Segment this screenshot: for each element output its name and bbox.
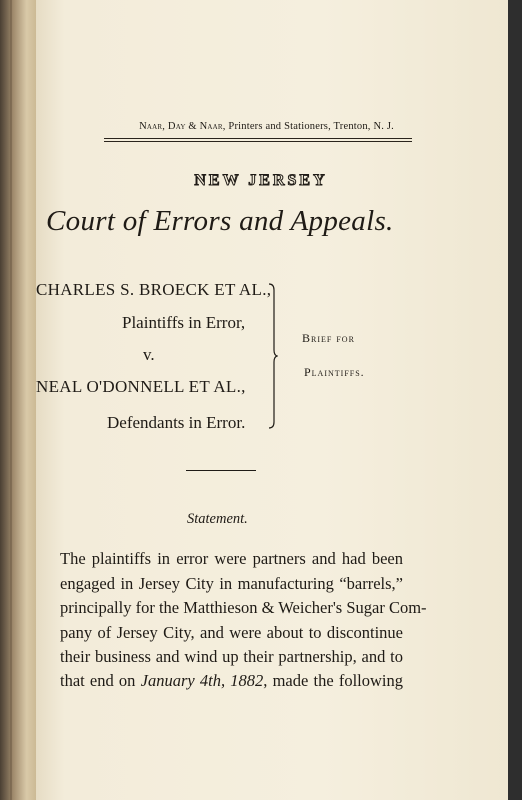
statement-line: engaged in Jersey City in manufacturing “barrels,” (60, 574, 403, 593)
statement-line: pany of Jersey City, and were about to discontinue (60, 623, 403, 642)
printer-details: Printers and Stationers, Trenton, N. J. (228, 121, 394, 132)
versus-label: v. (143, 345, 155, 364)
printer-imprint (139, 121, 394, 132)
left-page-edge (0, 0, 38, 800)
header-rule-bottom (104, 141, 412, 142)
statement-line: principally for the Matthieson & Weicher's Sugar Com- (60, 598, 427, 617)
statement-text: , made the following (263, 671, 403, 690)
statement-line: their business and wind up their partnership, and to (60, 647, 403, 666)
brief-label-line1: Brief for (302, 331, 355, 345)
plaintiff-party: CHARLES S. BROECK ET AL., (36, 280, 272, 299)
page-gutter (10, 0, 12, 800)
statement-heading: Statement. (187, 511, 248, 527)
brief-label-line2: Plaintiffs. (304, 365, 365, 379)
caption-brace (268, 282, 278, 430)
state-heading: NEW JERSEY (194, 172, 328, 189)
court-heading: Court of Errors and Appeals. (46, 205, 394, 237)
header-rule-top (104, 138, 412, 139)
statement-line: The plaintiffs in error were partners and had been (60, 549, 403, 568)
right-margin-shadow (508, 0, 522, 800)
statement-last-line (60, 671, 403, 691)
statement-text: that end on (60, 671, 141, 690)
printer-name: Naar, Day & Naar, (139, 121, 226, 132)
section-divider (186, 470, 256, 471)
defendant-role: Defendants in Error. (107, 413, 246, 432)
defendant-party: NEAL O'DONNELL ET AL., (36, 377, 246, 396)
plaintiff-role: Plaintiffs in Error, (122, 313, 246, 332)
statement-date: January 4th, 1882 (140, 671, 264, 690)
